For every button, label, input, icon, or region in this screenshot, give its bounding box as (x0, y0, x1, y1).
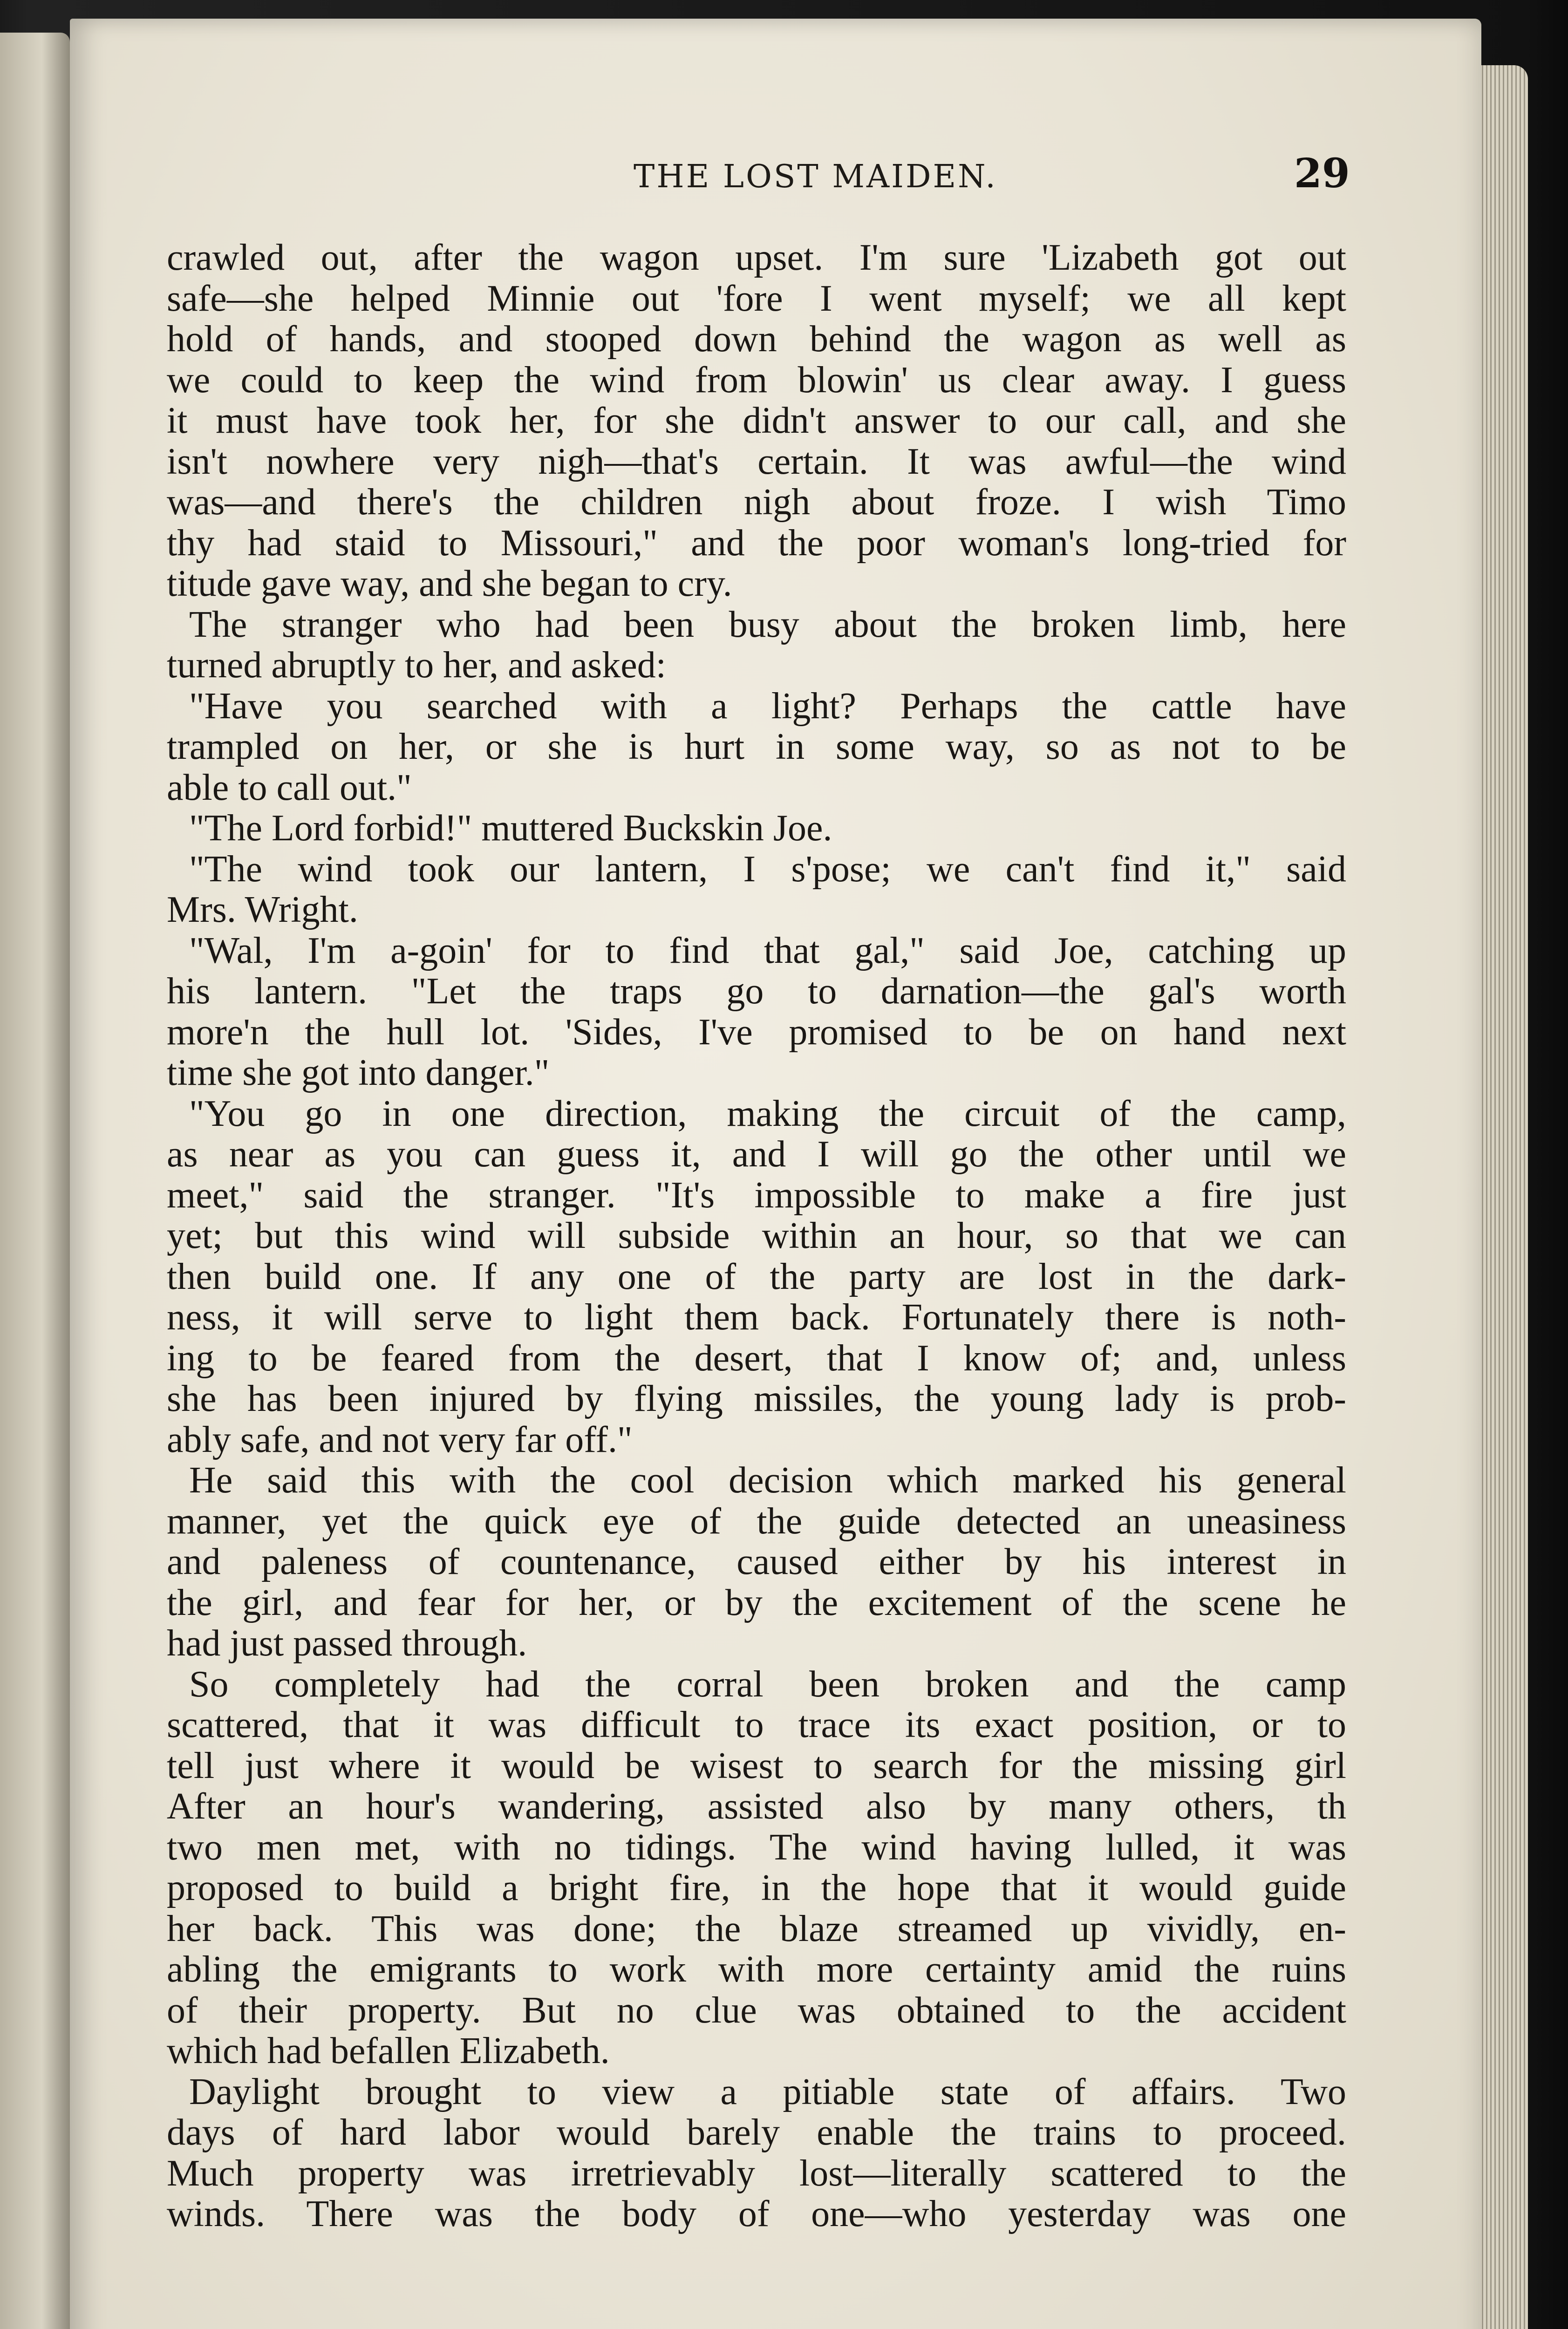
text-line: Daylight brought to view a pitiable state of affairs. Two (189, 2071, 1346, 2112)
text-line: the girl, and fear for her, or by the excitement of the scene he (167, 1582, 1346, 1623)
text-line: proposed to build a bright fire, in the hope that it would guide (167, 1868, 1346, 1908)
text-line: So completely had the corral been broken and the camp (189, 1664, 1346, 1705)
text-line: isn't nowhere very nigh—that's certain. It was awful—the wind (167, 441, 1346, 482)
text-line: After an hour's wandering, assisted also by many others, th (167, 1786, 1346, 1827)
text-line: turned abruptly to her, and asked: (167, 645, 667, 686)
text-line: hold of hands, and stooped down behind the wagon as well as (167, 319, 1346, 360)
text-line: we could to keep the wind from blowin' us clear away. I guess (167, 360, 1346, 401)
text-line: safe—she helped Minnie out 'fore I went myself; we all kept (167, 278, 1346, 319)
text-line: Mrs. Wright. (167, 890, 358, 930)
text-line: "The Lord forbid!" muttered Buckskin Joe. (189, 808, 832, 849)
text-line: then build one. If any one of the party are lost in the dark- (167, 1256, 1346, 1297)
text-line: "Have you searched with a light? Perhaps the cattle have (189, 686, 1346, 727)
body-text (167, 238, 1346, 2235)
text-line: ing to be feared from the desert, that I know of; and, unless (167, 1338, 1346, 1379)
text-line: yet; but this wind will subside within an hour, so that we can (167, 1216, 1346, 1256)
text-line: his lantern. "Let the traps go to darnation—the gal's worth (167, 971, 1346, 1012)
text-line: meet," said the stranger. "It's impossible to make a fire just (167, 1175, 1346, 1216)
text-line: ness, it will serve to light them back. Fortunately there is noth- (167, 1297, 1346, 1338)
text-line: "The wind took our lantern, I s'pose; we can't find it," said (189, 849, 1346, 890)
text-line: as near as you can guess it, and I will go the other until we (167, 1134, 1346, 1175)
text-line: tell just where it would be wisest to search for the missing girl (167, 1745, 1346, 1786)
book-page (70, 19, 1481, 2329)
text-line: her back. This was done; the blaze streamed up vividly, en- (167, 1908, 1346, 1949)
text-line: had just passed through. (167, 1623, 527, 1664)
page-header (70, 150, 1481, 214)
text-line: two men met, with no tidings. The wind having lulled, it was (167, 1827, 1346, 1868)
text-line: Much property was irretrievably lost—literally scattered to the (167, 2153, 1346, 2194)
text-line: He said this with the cool decision which marked his general (189, 1460, 1346, 1501)
text-line: time she got into danger." (167, 1053, 550, 1093)
text-line: "You go in one direction, making the circuit of the camp, (189, 1093, 1346, 1134)
text-line: thy had staid to Missouri," and the poor woman's long-tried for (167, 523, 1346, 564)
previous-page-edge (0, 33, 70, 2329)
running-title: THE LOST MAIDEN. (634, 158, 997, 195)
text-line: abling the emigrants to work with more certainty amid the ruins (167, 1949, 1346, 1990)
text-line: manner, yet the quick eye of the guide detected an uneasiness (167, 1501, 1346, 1542)
text-line: days of hard labor would barely enable the trains to proceed. (167, 2112, 1346, 2153)
text-line: which had befallen Elizabeth. (167, 2031, 610, 2071)
text-line: trampled on her, or she is hurt in some way, so as not to be (167, 727, 1346, 767)
text-line: The stranger who had been busy about the broken limb, here (189, 604, 1346, 645)
text-line: scattered, that it was difficult to trace its exact position, or to (167, 1705, 1346, 1745)
text-line: of their property. But no clue was obtained to the accident (167, 1990, 1346, 2031)
text-line: she has been injured by flying missiles, the young lady is prob- (167, 1379, 1346, 1419)
text-line: ably safe, and not very far off." (167, 1419, 633, 1460)
text-line: and paleness of countenance, caused either by his interest in (167, 1542, 1346, 1582)
text-line: "Wal, I'm a-goin' for to find that gal," said Joe, catching up (189, 930, 1346, 971)
text-line: it must have took her, for she didn't answer to our call, and she (167, 401, 1346, 441)
text-line: crawled out, after the wagon upset. I'm sure 'Lizabeth got out (167, 238, 1346, 278)
text-line: was—and there's the children nigh about froze. I wish Timo (167, 482, 1346, 523)
text-line: able to call out." (167, 767, 412, 808)
text-line: winds. There was the body of one—who yesterday was one (167, 2194, 1346, 2234)
text-line: titude gave way, and she began to cry. (167, 564, 732, 604)
text-line: more'n the hull lot. 'Sides, I've promised to be on hand next (167, 1012, 1346, 1053)
page-number: 29 (1294, 150, 1350, 197)
